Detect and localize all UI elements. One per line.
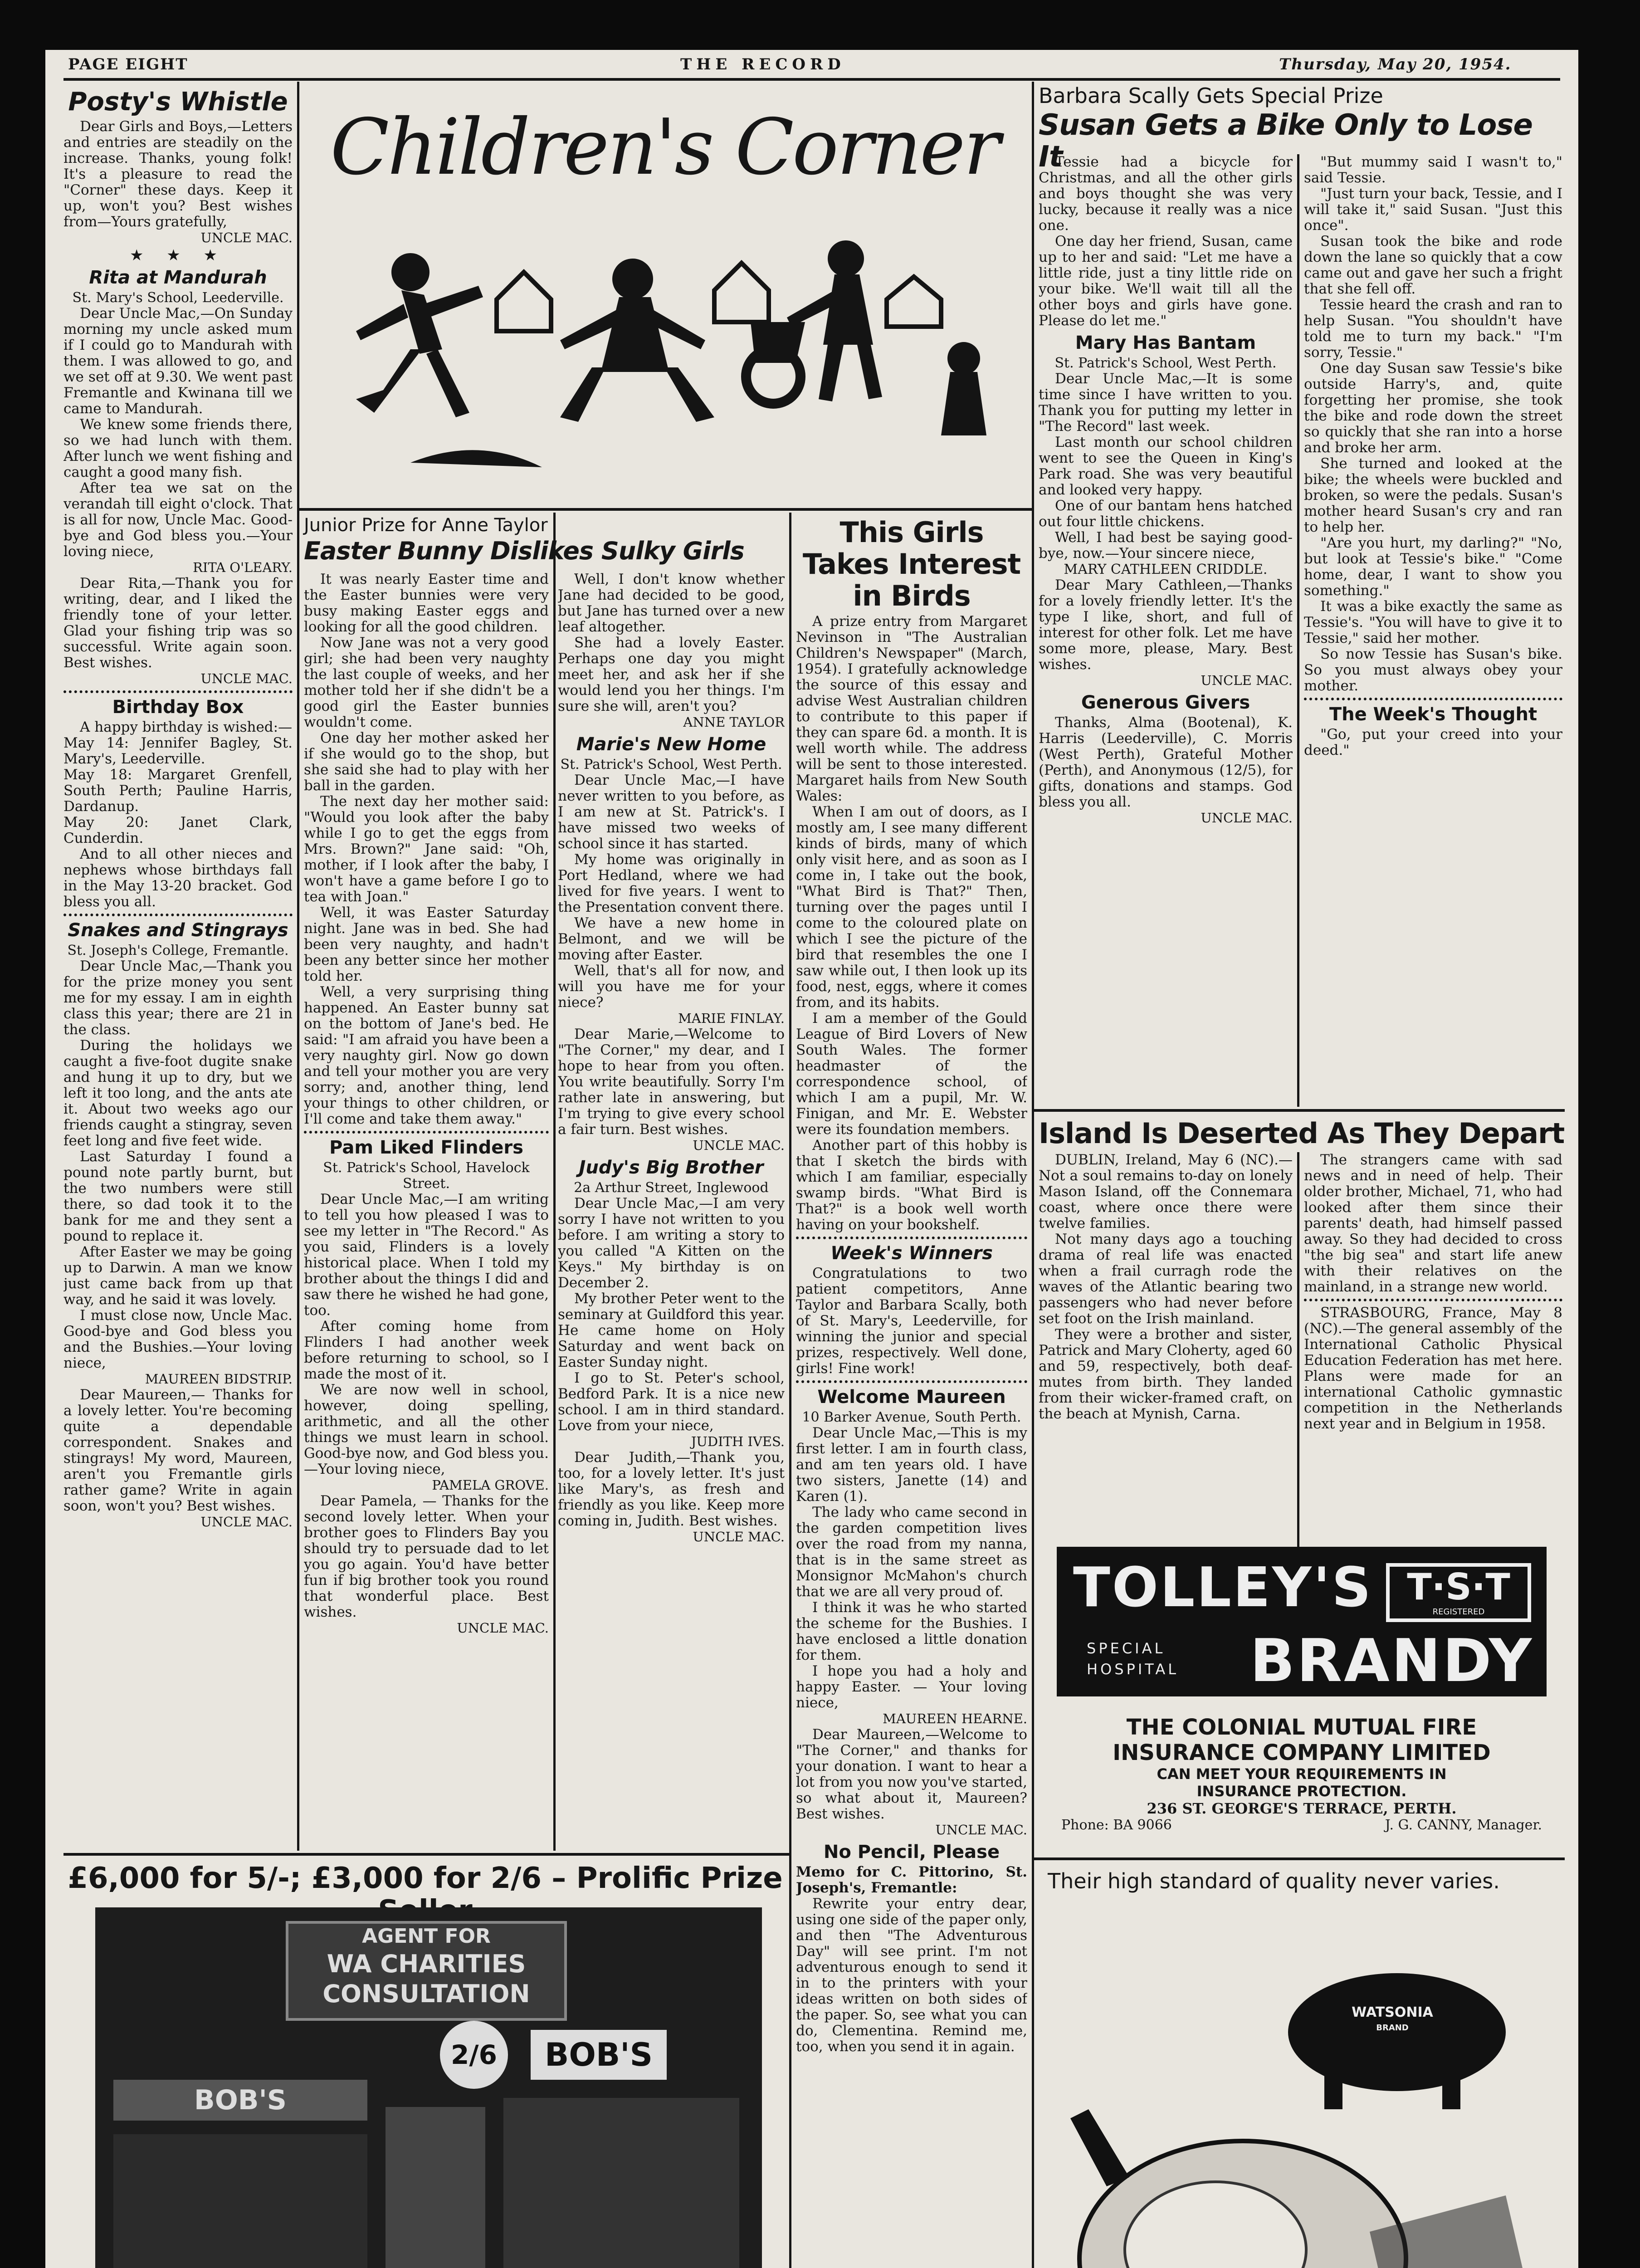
banner-rule	[299, 508, 1032, 511]
easter-kicker: Junior Prize for Anne Taylor	[304, 515, 548, 536]
easter-title: Easter Bunny Dislikes Sulky Girls	[304, 537, 744, 565]
kiosk-sign-line: WA CHARITIES CONSULTATION	[322, 1950, 530, 2008]
house-icon	[497, 272, 551, 331]
colonial-phone: Phone: BA 9066	[1061, 1817, 1172, 1833]
bantam-sign: MARY CATHLEEN CRIDDLE.	[1064, 562, 1268, 577]
rita-address: St. Mary's School, Leederville.	[72, 290, 284, 306]
birthday-outro: And to all other nieces and nephews whose birthdays fall in the May 13-20 bracket. God bless you all.	[63, 846, 293, 910]
marie-p4: Well, that's all for now, and will you have me for your niece?	[558, 963, 785, 1011]
tolleys-left: SPECIAL HOSPITAL	[1087, 1640, 1179, 1678]
pencil-title: No Pencil, Please	[823, 1842, 1000, 1862]
watsonia-logo	[1338, 2005, 1447, 2036]
island-p4: The strangers came with sad news and in need of help. Their older brother, Michael, 71, who had looked after them since their parents' death, had himself passed away. So they had decided to cross "the big sea" and start life anew with their relatives on the mainland, in a strange new world.	[1304, 1152, 1562, 1295]
child-head	[391, 253, 430, 291]
island-p2: Not many days ago a touching drama of real life was enacted when a frail curragh rode the waves of the Atlantic bearing two passengers who had never before set foot on the Irish mainland.	[1039, 1231, 1293, 1327]
rita-sign: RITA O'LEARY.	[193, 560, 293, 575]
child-head	[612, 259, 653, 299]
birthday-title: Birthday Box	[112, 697, 244, 718]
birthday-line: May 20: Janet Clark, Cunderdin.	[63, 814, 293, 846]
divider	[796, 1380, 1027, 1383]
kiosk-sign-line: AGENT FOR	[362, 1925, 491, 1948]
marie-address: St. Patrick's School, West Perth.	[560, 757, 782, 772]
child-body	[401, 290, 442, 354]
paper-name: THE RECORD	[680, 55, 845, 73]
bobs-sign: BOB'S	[113, 2080, 367, 2121]
snakes-p4: After Easter we may be going up to Darwin. A man we know just came back from up that way, and he said it was lovely.	[63, 1244, 293, 1308]
givers-title: Generous Givers	[1081, 692, 1250, 713]
posty-title: Posty's Whistle	[68, 87, 288, 117]
child-body	[601, 297, 669, 372]
tst-badge-sub: REGISTERED	[1432, 1607, 1485, 1617]
susan-p5: Susan took the bike and rode down the lane so quickly that a cow came out and gave her such a fright that she fell off.	[1304, 233, 1562, 297]
column-5	[1039, 154, 1293, 1107]
banner-title: Children's Corner	[330, 103, 999, 192]
snakes-p2: During the holidays we caught a five-foot dugite snake and hung it up to dry, but we left it too long, and the ants ate it. About two weeks ago our friends caught a stingray, seven feet long and five feet wide.	[63, 1037, 293, 1149]
bantam-reply: Dear Mary Cathleen,—Thanks for a lovely friendly letter. It's the type I like, short, and full of interest for other folk. Let me have some more, please, Mary. Best wishes.	[1039, 577, 1293, 673]
susan-p11: So now Tessie has Susan's bike. So you must always obey your mother.	[1304, 646, 1562, 694]
marie-p1: Dear Uncle Mac,—I have never written to you before, as I am new at St. Patrick's. I have missed two weeks of school since it has started.	[558, 772, 785, 852]
island-title-wrap	[1039, 1116, 1565, 1151]
colonial-manager: J. G. CANNY, Manager.	[1385, 1817, 1542, 1833]
susan-p4: "Just turn your back, Tessie, and I will take it," said Susan. "Just this once".	[1304, 186, 1562, 234]
snakes-sign: MAUREEN BIDSTRIP.	[145, 1371, 293, 1387]
susan-p9: "Are you hurt, my darling?" "No, but look at Tessie's bike." "Come home, dear, I want to show you something."	[1304, 535, 1562, 599]
colonial-line-4: INSURANCE PROTECTION.	[1196, 1783, 1407, 1800]
column-divider	[297, 82, 299, 1851]
maureen-title: Welcome Maureen	[817, 1387, 1006, 1408]
birthday-line: May 18: Margaret Grenfell, South Perth; Pauline Harris, Dardanup.	[63, 767, 293, 815]
column-2	[304, 572, 549, 1851]
rita-p3: After tea we sat on the verandah till eight o'clock. That is all for now, Uncle Mac. Good-bye and God bless you.—Your loving niece,	[63, 480, 293, 560]
lottery-headline: £6,000 for 5/-; £3,000 for 2/6 – Prolific Prize	[68, 1862, 783, 1895]
rita-reply-sign: UNCLE MAC.	[200, 671, 293, 686]
flinders-p2: After coming home from Flinders I had another week before returning to school, so I made the most of it.	[304, 1318, 549, 1382]
rita-reply: Dear Rita,—Thank you for writing, dear, and I liked the friendly tone of your letter. Glad your fishing trip was so successful. Write again soon. Best wishes.	[63, 575, 293, 671]
maureen-reply: Dear Maureen,—Welcome to "The Corner," and thanks for your donation. I want to hear a lot from you now you've started, so what about it, Maureen? Best wishes.	[796, 1726, 1027, 1822]
watsonia-logo-text: WATSONIA	[1352, 2004, 1433, 2020]
tolleys-product: BRANDY	[1250, 1626, 1534, 1695]
maureen-sign: MAUREEN HEARNE.	[883, 1711, 1027, 1726]
child-head	[947, 342, 980, 375]
easter-p7: Well, I don't know whether Jane had decided to be good, but Jane has turned over a new leaf altogether.	[558, 572, 785, 635]
island-p1: DUBLIN, Ireland, May 6 (NC).—Not a soul remains to-day on lonely Mason Island, off the Connemara coast, where once there were twelve families.	[1039, 1152, 1293, 1232]
bantam-reply-sign: UNCLE MAC.	[1201, 673, 1293, 688]
kiosk-door	[386, 2107, 485, 2268]
susan-p1: Tessie had a bicycle for Christmas, and all the other girls and boys thought she was very lucky, because it really was a nice one.	[1039, 154, 1293, 234]
birthday-line: May 14: Jennifer Bagley, St. Mary's, Leederville.	[63, 735, 293, 767]
snakes-address: St. Joseph's College, Fremantle.	[67, 943, 289, 958]
maureen-p4: I hope you had a holy and happy Easter. — Your loving niece,	[796, 1663, 1027, 1711]
column-divider	[789, 513, 791, 2268]
children-playing-illustration	[306, 200, 1023, 499]
snakes-p5: I must close now, Uncle Mac. Good-bye and God bless you and the Bushies.—Your loving niece,	[63, 1307, 293, 1371]
snakes-p1: Dear Uncle Mac,—Thank you for the prize money you sent me for my essay. I am in eighth class this year; there are 21 in the class.	[63, 958, 293, 1038]
section-rule	[1034, 1109, 1565, 1112]
tst-badge	[1386, 1563, 1531, 1622]
susan-title: Susan Gets a Bike Only to Lose It	[1039, 108, 1533, 174]
column-divider	[1032, 82, 1034, 2268]
thought-title: The Week's Thought	[1329, 704, 1538, 725]
maureen-p1: Dear Uncle Mac,—This is my first letter. I am in fourth class, and am ten years old. I have two sisters, Janette (14) and Karen (1).	[796, 1425, 1027, 1505]
childrens-corner-banner	[306, 86, 1023, 503]
easter-p5: Well, it was Easter Saturday night. Jane was in bed. She had been very naughty, and hadn't been any better since her mother told her.	[304, 904, 549, 984]
divider	[63, 690, 293, 693]
kiosk-sign	[286, 1921, 567, 2021]
flinders-title: Pam Liked Flinders	[329, 1137, 523, 1158]
house-icon	[887, 277, 941, 327]
birds-p3: I am a member of the Gould League of Bird Lovers of New South Wales. The former headmaster of the correspondence school, of which I am a pupil, Mr. W. Finigan, and Mr. E. Webster were its foundation members.	[796, 1010, 1027, 1138]
colonial-mutual-ad	[1057, 1715, 1547, 1842]
section-rule	[63, 1853, 789, 1856]
tolleys-brand: TOLLEY'S	[1073, 1556, 1373, 1619]
divider	[1304, 698, 1562, 700]
easter-p6: Well, a very surprising thing happened. An Easter bunny sat on the bottom of Jane's bed. He said: "I am afraid you have been a very naughty girl. Now go down and tell your mother you are very sorry; and, another thing, lend your things to other children, or I'll come and take them away."	[304, 984, 549, 1127]
snakes-p3: Last Saturday I found a pound note partly burnt, but the two numbers were still there, so dad took it to the bank for me and they sent a pound to replace it.	[63, 1149, 293, 1244]
colonial-line-2: INSURANCE COMPANY LIMITED	[1113, 1740, 1491, 1765]
easter-p3: One day her mother asked her if she would go to the shop, but she said she had to play with her ball in the garden.	[304, 730, 549, 794]
snakes-reply: Dear Maureen,— Thanks for a lovely letter. You're becoming quite a dependable correspondent. Snakes and stingrays! My word, Maureen, aren't you Fremantle girls rather game? Write in again soon, won't you? Best wishes.	[63, 1387, 293, 1514]
susan-p3: "But mummy said I wasn't to," said Tessie.	[1304, 154, 1562, 186]
susan-kicker: Barbara Scally Gets Special Prize	[1039, 83, 1383, 108]
bobs-sign: BOB'S	[531, 2030, 667, 2080]
flinders-reply-sign: UNCLE MAC.	[457, 1620, 549, 1636]
rita-p2: We knew some friends there, so we had lunch with them. After lunch we went fishing and caught a good many fish.	[63, 416, 293, 480]
column-1	[63, 85, 293, 1850]
birds-p4: Another part of this hobby is that I sketch the birds with which I am familiar, especially swamp birds. "What Bird is That?" is a book well worth having on your bookshelf.	[796, 1137, 1027, 1233]
column-6	[1304, 154, 1562, 1107]
watsonia-tagline: Their high standard of quality never varies.	[1048, 1869, 1500, 1893]
rita-p1: Dear Uncle Mac,—On Sunday morning my uncle asked mum if I could go to Mandurah with them. I was allowed to go, and we set off at 9.30. We went past Fremantle and Kwinana till we came to Mandurah.	[63, 305, 293, 417]
column-3	[558, 572, 785, 1851]
page-label: PAGE EIGHT	[68, 55, 188, 73]
maureen-p2: The lady who came second in the garden competition lives over the road from my nanna, that is in the same street as Monsignor McMahon's church that we are all very proud of.	[796, 1504, 1027, 1600]
bantam-p3: One of our bantam hens hatched out four little chickens.	[1039, 498, 1293, 530]
posty-sign: UNCLE MAC.	[200, 230, 293, 245]
column-4	[796, 515, 1027, 2268]
bantam-title: Mary Has Bantam	[1075, 332, 1256, 353]
judy-title: Judy's Big Brother	[579, 1157, 764, 1178]
marie-title: Marie's New Home	[576, 734, 766, 755]
birds-p1: A prize entry from Margaret Nevinson in "The Australian Children's Newspaper" (March, 1954). I gratefully acknowledge the source of this essay and advise West Australian children to contribute to this paper if they can spare 6d. a month. It is well worth while. The address will be sent to those interested. Margaret hails from New South Wales:	[796, 613, 1027, 804]
givers-body: Thanks, Alma (Bootenal), K. Harris (Leederville), C. Morris (West Perth), Grateful Mother (Perth), and Anonymous (12/5), for gifts, donations and stamps. God bless you all.	[1039, 714, 1293, 810]
colonial-line-1: THE COLONIAL MUTUAL FIRE	[1126, 1715, 1477, 1740]
tst-badge-text: T·S·T	[1407, 1566, 1510, 1608]
watsonia-ad	[1039, 1864, 1565, 2268]
flinders-p3: We are now well in school, however, doing spelling, arithmetic, and all the other things we must learn in school. Good-bye now, and God bless you.—Your loving niece,	[304, 1382, 549, 1477]
colonial-address: 236 ST. GEORGE'S TERRACE, PERTH.	[1147, 1800, 1457, 1817]
marie-reply: Dear Marie,—Welcome to "The Corner," my dear, and I hope to hear from you often. You write beautifully. Sorry I'm rather late in answering, but I'm trying to give every school a fair turn. Best wishes.	[558, 1026, 785, 1138]
easter-sign: ANNE TAYLOR	[683, 714, 785, 730]
birds-title: This Girls Takes Interest in Birds	[802, 516, 1021, 612]
strasbourg-p1: STRASBOURG, France, May 8 (NC).—The general assembly of the International Catholic Physical Education Federation has met here. Plans were made for an international Catholic gymnastic competition in the Netherlands next year and in Belgium in 1958.	[1304, 1305, 1562, 1432]
judy-address: 2a Arthur Street, Inglewood	[574, 1180, 769, 1196]
judy-p1: Dear Uncle Mac,—I am very sorry I have not written to you before. I am writing a story to you called "A Kitten on the Keys." My birthday is on December 2.	[558, 1195, 785, 1291]
bantam-p4: Well, I had best be saying good-bye, now.—Your sincere niece,	[1039, 529, 1293, 562]
child-body	[823, 274, 873, 345]
marie-p2: My home was originally in Port Hedland, where we had lived for five years. I went to the Presentation convent there.	[558, 851, 785, 915]
susan-p10: It was a bike exactly the same as Tessie's. "You will have to give it to Tessie," said her mother.	[1304, 598, 1562, 646]
susan-p2: One day her friend, Susan, came up to her and said: "Let me have a little ride, just a tiny little ride on your bike. We'll wait till all the other boys and girls have gone. Please do let me."	[1039, 233, 1293, 329]
flinders-sign: PAMELA GROVE.	[432, 1477, 549, 1493]
givers-sign: UNCLE MAC.	[1201, 810, 1293, 826]
flinders-address: St. Patrick's School, Havelock Street.	[323, 1160, 530, 1192]
header-rule	[63, 78, 1560, 81]
section-rule	[1034, 1857, 1565, 1860]
bantam-p1: Dear Uncle Mac,—It is some time since I have written to you. Thank you for putting my letter in "The Record" last week.	[1039, 371, 1293, 435]
posty-body: Dear Girls and Boys,—Letters and entries are steadily on the increase. Thanks, young folk! It's a pleasure to read the "Corner" these days. Keep it up, won't you? Best wishes from—Yours gratefully,	[63, 118, 293, 230]
winners-body: Congratulations to two patient competitors, Anne Taylor and Barbara Scally, both of St. Mary's, Leederville, for winning the junior and special prizes, respectively. Well done, girls! Fine work!	[796, 1265, 1027, 1377]
judy-p2: My brother Peter went to the seminary at Guildford this year. He came home on Holy Saturday and went back on Easter Sunday night.	[558, 1290, 785, 1370]
pencil-memo: Memo for C. Pittorino, St. Joseph's, Fremantle:	[796, 1864, 1027, 1896]
easter-p1: It was nearly Easter time and the Easter bunnies were very busy making Easter eggs and looking for all the good children.	[304, 572, 549, 635]
tolleys-brandy-ad	[1057, 1547, 1547, 1696]
flinders-p1: Dear Uncle Mac,—I am writing to tell you how pleased I was to see my letter in "The Record." As you said, Flinders is a lovely historical place. When I told my brother about the things I did and saw there he wished he had gone, too.	[304, 1191, 549, 1319]
maureen-reply-sign: UNCLE MAC.	[935, 1822, 1027, 1838]
snakes-title: Snakes and Stingrays	[68, 920, 288, 941]
rita-title: Rita at Mandurah	[89, 267, 267, 288]
marie-reply-sign: UNCLE MAC.	[693, 1138, 785, 1153]
bantam-address: St. Patrick's School, West Perth.	[1054, 355, 1277, 371]
column-divider	[1297, 154, 1299, 1107]
thought-body: "Go, put your creed into your deed."	[1304, 726, 1562, 758]
susan-p7: One day Susan saw Tessie's bike outside Harry's, and, quite forgetting her promise, she took the bike and rode down the street so quickly that she ran into a horse and broke her arm.	[1304, 360, 1562, 456]
maureen-address: 10 Barker Avenue, South Perth.	[802, 1409, 1021, 1425]
divider-stars: ★ ★ ★	[129, 246, 227, 264]
child-head	[828, 240, 864, 277]
susan-p6: Tessie heard the crash and ran to help Susan. "You shouldn't have told me to turn my back." "I'm sorry, Tessie."	[1304, 297, 1562, 361]
house-icon	[714, 263, 769, 322]
bantam-p2: Last month our school children went to see the Queen in King's Park road. She was very beautiful and looked very happy.	[1039, 434, 1293, 498]
kiosk-window	[503, 2098, 739, 2268]
island-title: Island Is Deserted As They Depart	[1039, 1117, 1565, 1150]
easter-p8: She had a lovely Easter. Perhaps one day you might meet her, and ask her if she would lend you her things. I'm sure she will, aren't you?	[558, 635, 785, 714]
maureen-p3: I think it was he who started the scheme for the Bushies. I have enclosed a little donation for them.	[796, 1599, 1027, 1663]
flinders-reply: Dear Pamela, — Thanks for the second lovely letter. When your brother goes to Flinders Bay you should try to persuade dad to let you go again. You'd have better fun if big brother took you round that wonderful place. Best wishes.	[304, 1493, 549, 1620]
divider	[304, 1131, 549, 1134]
birthday-intro: A happy birthday is wished:—	[80, 719, 293, 735]
divider	[796, 1237, 1027, 1239]
divider	[1304, 1299, 1562, 1301]
kiosk-photo	[95, 1907, 762, 2268]
price-disc: 2/6	[440, 2021, 508, 2089]
judy-sign: JUDITH IVES.	[691, 1434, 785, 1449]
winners-title: Week's Winners	[830, 1243, 993, 1264]
judy-p3: I go to St. Peter's school, Bedford Park. It is a nice new school. I am in third standard. Love from your niece,	[558, 1370, 785, 1434]
easter-p2: Now Jane was not a very good girl; she had been very naughty the last couple of weeks, and her mother told her if she didn't be a good girl the Easter bunnies wouldn't come.	[304, 635, 549, 730]
easter-p4: The next day her mother said: "Would you look after the baby while I go to get the eggs from Mrs. Brown?" Jane said: "Oh, mother, if I look after the baby, I won't have a game before I go to tea with Joan."	[304, 793, 549, 905]
judy-reply: Dear Judith,—Thank you, too, for a lovely letter. It's just like Mary's, as fresh and friendly as you like. Keep more coming in, Judith. Best wishes.	[558, 1449, 785, 1529]
susan-p8: She turned and looked at the bike; the wheels were buckled and broken, so were the pedals. Susan's mother heard Susan's cry and ran to help her.	[1304, 455, 1562, 535]
kiosk-window	[113, 2134, 367, 2268]
marie-sign: MARIE FINLAY.	[678, 1011, 785, 1026]
lottery-ad	[63, 1857, 787, 2268]
snakes-reply-sign: UNCLE MAC.	[200, 1514, 293, 1530]
colonial-line-3: CAN MEET YOUR REQUIREMENTS IN	[1157, 1765, 1447, 1783]
ham-illustration	[1052, 1905, 1551, 2268]
island-p3: They were a brother and sister, Patrick and Mary Cloherty, aged 60 and 59, respectively, both deaf-mutes from birth. They landed from their wicker-framed craft, on the beach at Mynish, Carna.	[1039, 1326, 1293, 1422]
divider	[63, 914, 293, 916]
birds-p2: When I am out of doors, as I mostly am, I see many different kinds of birds, many of which only visit here, and as soon as I come in, I take out the book, "What Bird is That?" Then, turning over the pages until I come to the coloured plate on which I see the picture of the bird that resembles the one I saw while out, I then look up its food, nest, eggs, where it comes from, and its habits.	[796, 804, 1027, 1011]
newspaper-page	[45, 50, 1578, 2268]
watsonia-logo-sub: BRAND	[1376, 2023, 1409, 2033]
marie-p3: We have a new home in Belmont, and we will be moving after Easter.	[558, 915, 785, 963]
easter-header	[304, 515, 787, 567]
issue-date: Thursday, May 20, 1954.	[1279, 55, 1512, 73]
judy-reply-sign: UNCLE MAC.	[693, 1529, 785, 1545]
pencil-body: Rewrite your entry dear, using one side of the paper only, and then "The Adventurous Day" will see print. I'm not adventurous enough to send it in to the printers with your ideas written on both sides of the paper. So, see what you can do, Clementina. Remind me, too, when you send it in again.	[796, 1896, 1027, 2055]
column-divider	[553, 513, 556, 1851]
